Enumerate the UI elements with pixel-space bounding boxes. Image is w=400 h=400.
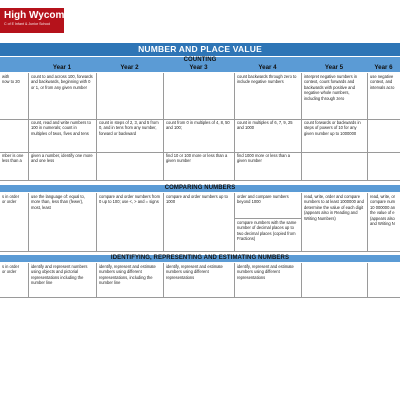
table-cell: count backwards through zero to include negative numbers — [234, 73, 301, 119]
cell-text-decimals: compare numbers with the same number of decimal places up to two decimal places (copied from Fractions) — [235, 218, 301, 242]
table-row — [0, 193, 400, 252]
table-cell: use negative context, and intervals acro — [367, 73, 400, 119]
table-cell: compare and order numbers from 0 up to 100; use <, > and = signs — [96, 193, 163, 251]
table-cell: read, write, or compare num 10 000000 an the value of e (appears also and Writing N — [367, 193, 400, 251]
table-cell — [0, 119, 28, 152]
table-cell: count, read and write numbers to 100 in numerals; count in multiples of twos, fives and tens — [28, 119, 96, 152]
table-cell: find 10 or 100 more or less than a given number — [163, 152, 234, 180]
section-comparing: COMPARING NUMBERS — [0, 185, 400, 192]
table-cell: count to and across 100, forwards and backwards, beginning with 0 or 1, or from any given number — [28, 73, 96, 119]
section-identifying: IDENTIFYING, REPRESENTING AND ESTIMATING NUMBERS — [0, 255, 400, 262]
table-cell: mber is one less than a — [2, 153, 24, 164]
table-cell: given a number, identify one more and one less — [28, 152, 96, 180]
column-header-row — [0, 63, 400, 72]
school-logo — [0, 8, 77, 33]
section-counting: COUNTING — [0, 57, 400, 64]
table-cell: identify, represent and estimate numbers using different representations — [163, 263, 234, 297]
table-cell — [163, 73, 234, 119]
table-row — [0, 73, 400, 120]
table-cell — [367, 119, 400, 152]
table-cell: count in steps of 2, 3, and 5 from 0, and in tens from any number, forward or backward — [96, 119, 163, 152]
table-cell: find 1000 more or less than a given number — [234, 152, 301, 180]
column-header-year-6: Year 6 — [374, 64, 393, 71]
table-cell: count from 0 in multiples of 4, 8, 50 and 100; — [163, 119, 234, 152]
cell-text: order and compare numbers beyond 1000 — [237, 194, 289, 205]
table-cell: s in order or order — [2, 194, 20, 205]
table-cell — [367, 152, 400, 180]
table-cell: count in multiples of 6, 7, 9, 25 and 1000 — [234, 119, 301, 152]
page-title: NUMBER AND PLACE VALUE — [0, 43, 400, 56]
column-header-year-3: Year 3 — [189, 64, 208, 71]
table-cell: with now to 20 — [2, 74, 20, 85]
column-header-year-1: Year 1 — [52, 64, 72, 71]
table-cell: compare and order numbers up to 1000 — [163, 193, 234, 251]
column-header-year-5: Year 5 — [324, 64, 344, 71]
table-row — [0, 263, 400, 298]
table-cell — [234, 193, 301, 251]
table-cell: use the language of: equal to, more than, less than (fewer), most, least — [28, 193, 96, 251]
table-cell — [96, 152, 163, 180]
table-cell: identify, represent and estimate numbers using different representations, including the number line — [96, 263, 163, 297]
school-name: High Wycombe — [4, 10, 77, 21]
table-row — [0, 119, 400, 153]
table-cell — [96, 73, 163, 119]
table-cell: interpret negative numbers in context, count forwards and backwards with positive and negative whole numbers, including through zero — [301, 73, 367, 119]
table-row — [0, 152, 400, 181]
table-cell — [301, 263, 367, 297]
table-cell: identify, represent and estimate numbers using different representations — [234, 263, 301, 297]
table-cell: count forwards or backwards in steps of powers of 10 for any given number up to 1000000 — [301, 119, 367, 152]
table-cell — [367, 263, 400, 297]
table-cell: identify and represent numbers using objects and pictorial representations including the number line — [28, 263, 96, 297]
column-header-year-4: Year 4 — [258, 64, 277, 71]
school-tagline: C of E Infant & Junior School — [4, 22, 51, 26]
table-cell: read, write, order and compare numbers to at least 1000000 and determine the value of each digit (appears also in Reading and Writing Numbers) — [301, 193, 367, 251]
table-cell — [301, 152, 367, 180]
table-cell: s in order or order — [2, 264, 20, 275]
column-header-year-2: Year 2 — [120, 64, 139, 71]
